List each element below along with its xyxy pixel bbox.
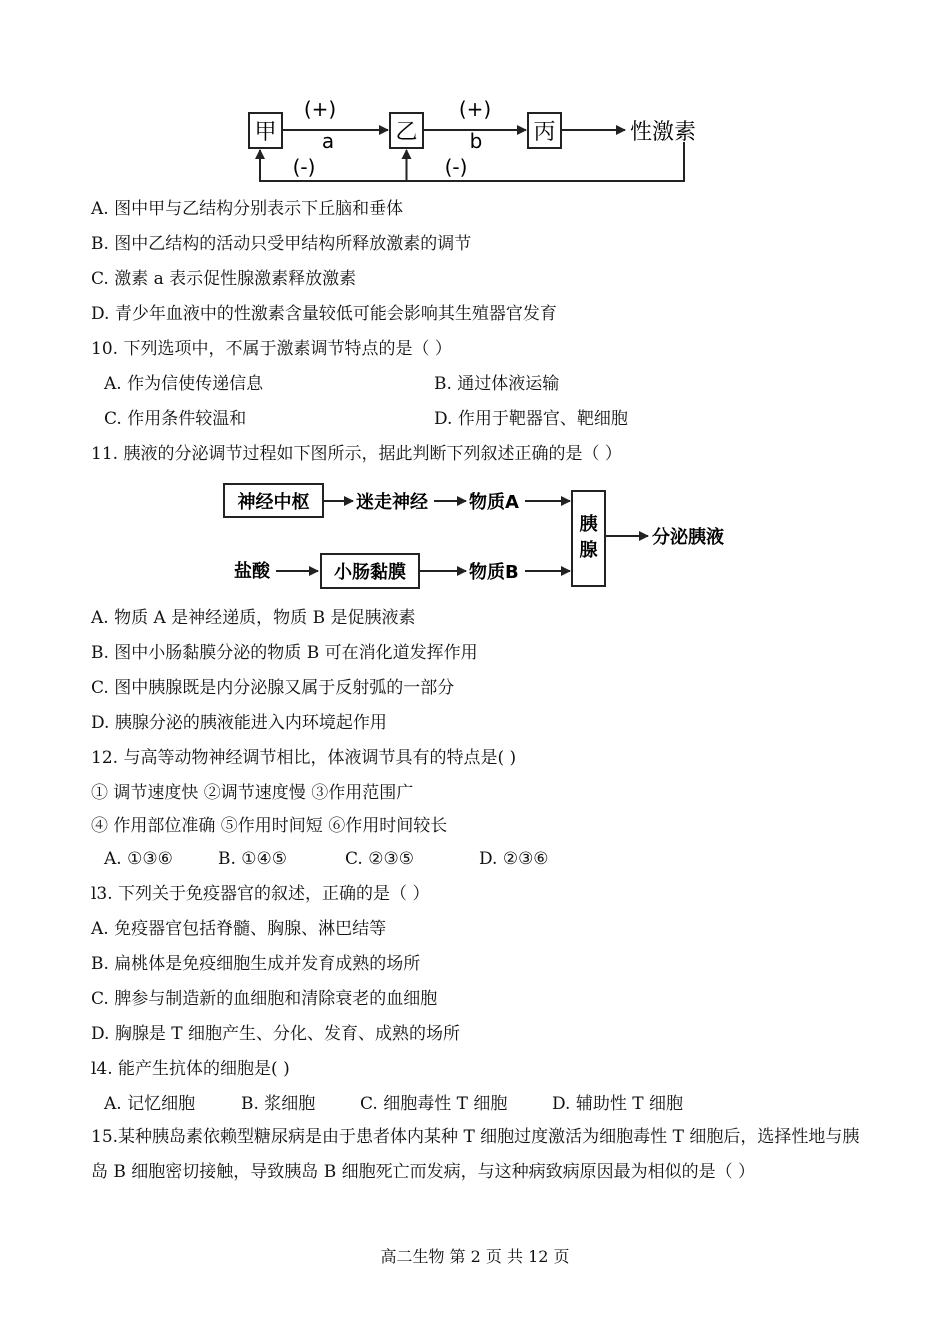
substance-a-label: 物质A <box>469 492 519 513</box>
q11-option-a: A. 物质 A 是神经递质，物质 B 是促胰液素 <box>91 608 416 628</box>
q12-option-c: C. ②③⑤ <box>345 849 414 869</box>
q11-option-c: C. 图中胰腺既是内分泌腺又属于反射弧的一部分 <box>91 678 455 698</box>
substance-b-label: 物质B <box>469 562 519 583</box>
q11-option-b: B. 图中小肠黏膜分泌的物质 B 可在消化道发挥作用 <box>91 643 478 663</box>
pancreatic-secretion-diagram <box>220 480 740 592</box>
hormone-regulation-diagram <box>240 90 720 190</box>
q14-stem: l4. 能产生抗体的细胞是( ) <box>91 1059 290 1079</box>
q14-option-a: A. 记忆细胞 <box>104 1094 196 1114</box>
q12-stem: 12. 与高等动物神经调节相比，体液调节具有的特点是( ) <box>91 748 517 768</box>
q9-option-d: D. 青少年血液中的性激素含量较低可能会影响其生殖器官发育 <box>91 304 557 324</box>
q10-stem: 10. 下列选项中，不属于激素调节特点的是（ ） <box>91 339 452 359</box>
vagus-label: 迷走神经 <box>356 492 428 513</box>
q14-option-d: D. 辅助性 T 细胞 <box>552 1094 683 1114</box>
box-bing-label: 丙 <box>533 120 556 145</box>
q15-stem: 15.某种胰岛素依赖型糖尿病是由于患者体内某种 T 细胞过度激活为细胞毒性 T 细胞后，选择性地与胰岛 B 细胞密切接触，导致胰岛 B 细胞死亡而发病，与这种病致病原因最为相似的是（ ） <box>91 1127 860 1182</box>
hcl-label: 盐酸 <box>234 561 270 582</box>
label-a: a <box>321 129 335 153</box>
mucosa-label: 小肠黏膜 <box>334 562 406 583</box>
q10-option-c: C. 作用条件较温和 <box>104 409 247 429</box>
minus-1: (-) <box>292 155 316 179</box>
q12-option-b: B. ①④⑤ <box>218 849 288 869</box>
q12-option-a: A. ①③⑥ <box>104 849 173 869</box>
plus-1: (+) <box>303 97 337 121</box>
nerve-center-label: 神经中枢 <box>237 492 310 513</box>
q11-option-d: D. 胰腺分泌的胰液能进入内环境起作用 <box>91 713 387 733</box>
plus-2: (+) <box>458 97 492 121</box>
page-footer: 高二生物 第 2 页 共 12 页 <box>380 1247 570 1266</box>
q13-option-a: A. 免疫器官包括脊髓、胸腺、淋巴结等 <box>91 919 387 939</box>
label-b: b <box>469 129 483 153</box>
q9-option-b: B. 图中乙结构的活动只受甲结构所释放激素的调节 <box>91 234 472 254</box>
q10-option-b: B. 通过体液运输 <box>434 374 560 394</box>
pancreas-label-2: 腺 <box>579 540 598 561</box>
q14-option-b: B. 浆细胞 <box>241 1094 316 1114</box>
q13-option-c: C. 脾参与制造新的血细胞和清除衰老的血细胞 <box>91 989 438 1009</box>
q13-stem: l3. 下列关于免疫器官的叙述，正确的是（ ） <box>91 884 430 904</box>
output-secretion-label: 分泌胰液 <box>652 527 724 548</box>
q9-option-c: C. 激素 a 表示促性腺激素释放激素 <box>91 269 357 289</box>
q12-items-2: ④ 作用部位准确 ⑤作用时间短 ⑥作用时间较长 <box>91 816 448 836</box>
q12-items-1: ① 调节速度快 ②调节速度慢 ③作用范围广 <box>91 783 414 803</box>
q12-option-d: D. ②③⑥ <box>479 849 549 869</box>
q14-option-c: C. 细胞毒性 T 细胞 <box>360 1094 508 1114</box>
box-yi-label: 乙 <box>395 120 418 145</box>
output-label: 性激素 <box>630 120 697 145</box>
q10-option-d: D. 作用于靶器官、靶细胞 <box>434 409 628 429</box>
pancreas-box <box>572 491 605 586</box>
minus-2: (-) <box>444 155 468 179</box>
pancreas-label-1: 胰 <box>579 514 598 535</box>
q13-option-d: D. 胸腺是 T 细胞产生、分化、发育、成熟的场所 <box>91 1024 460 1044</box>
q13-option-b: B. 扁桃体是免疫细胞生成并发育成熟的场所 <box>91 954 421 974</box>
q11-stem: 11. 胰液的分泌调节过程如下图所示，据此判断下列叙述正确的是（ ） <box>91 444 622 464</box>
q10-option-a: A. 作为信使传递信息 <box>104 374 264 394</box>
q9-option-a: A. 图中甲与乙结构分别表示下丘脑和垂体 <box>91 199 404 219</box>
box-jia-label: 甲 <box>254 120 277 145</box>
